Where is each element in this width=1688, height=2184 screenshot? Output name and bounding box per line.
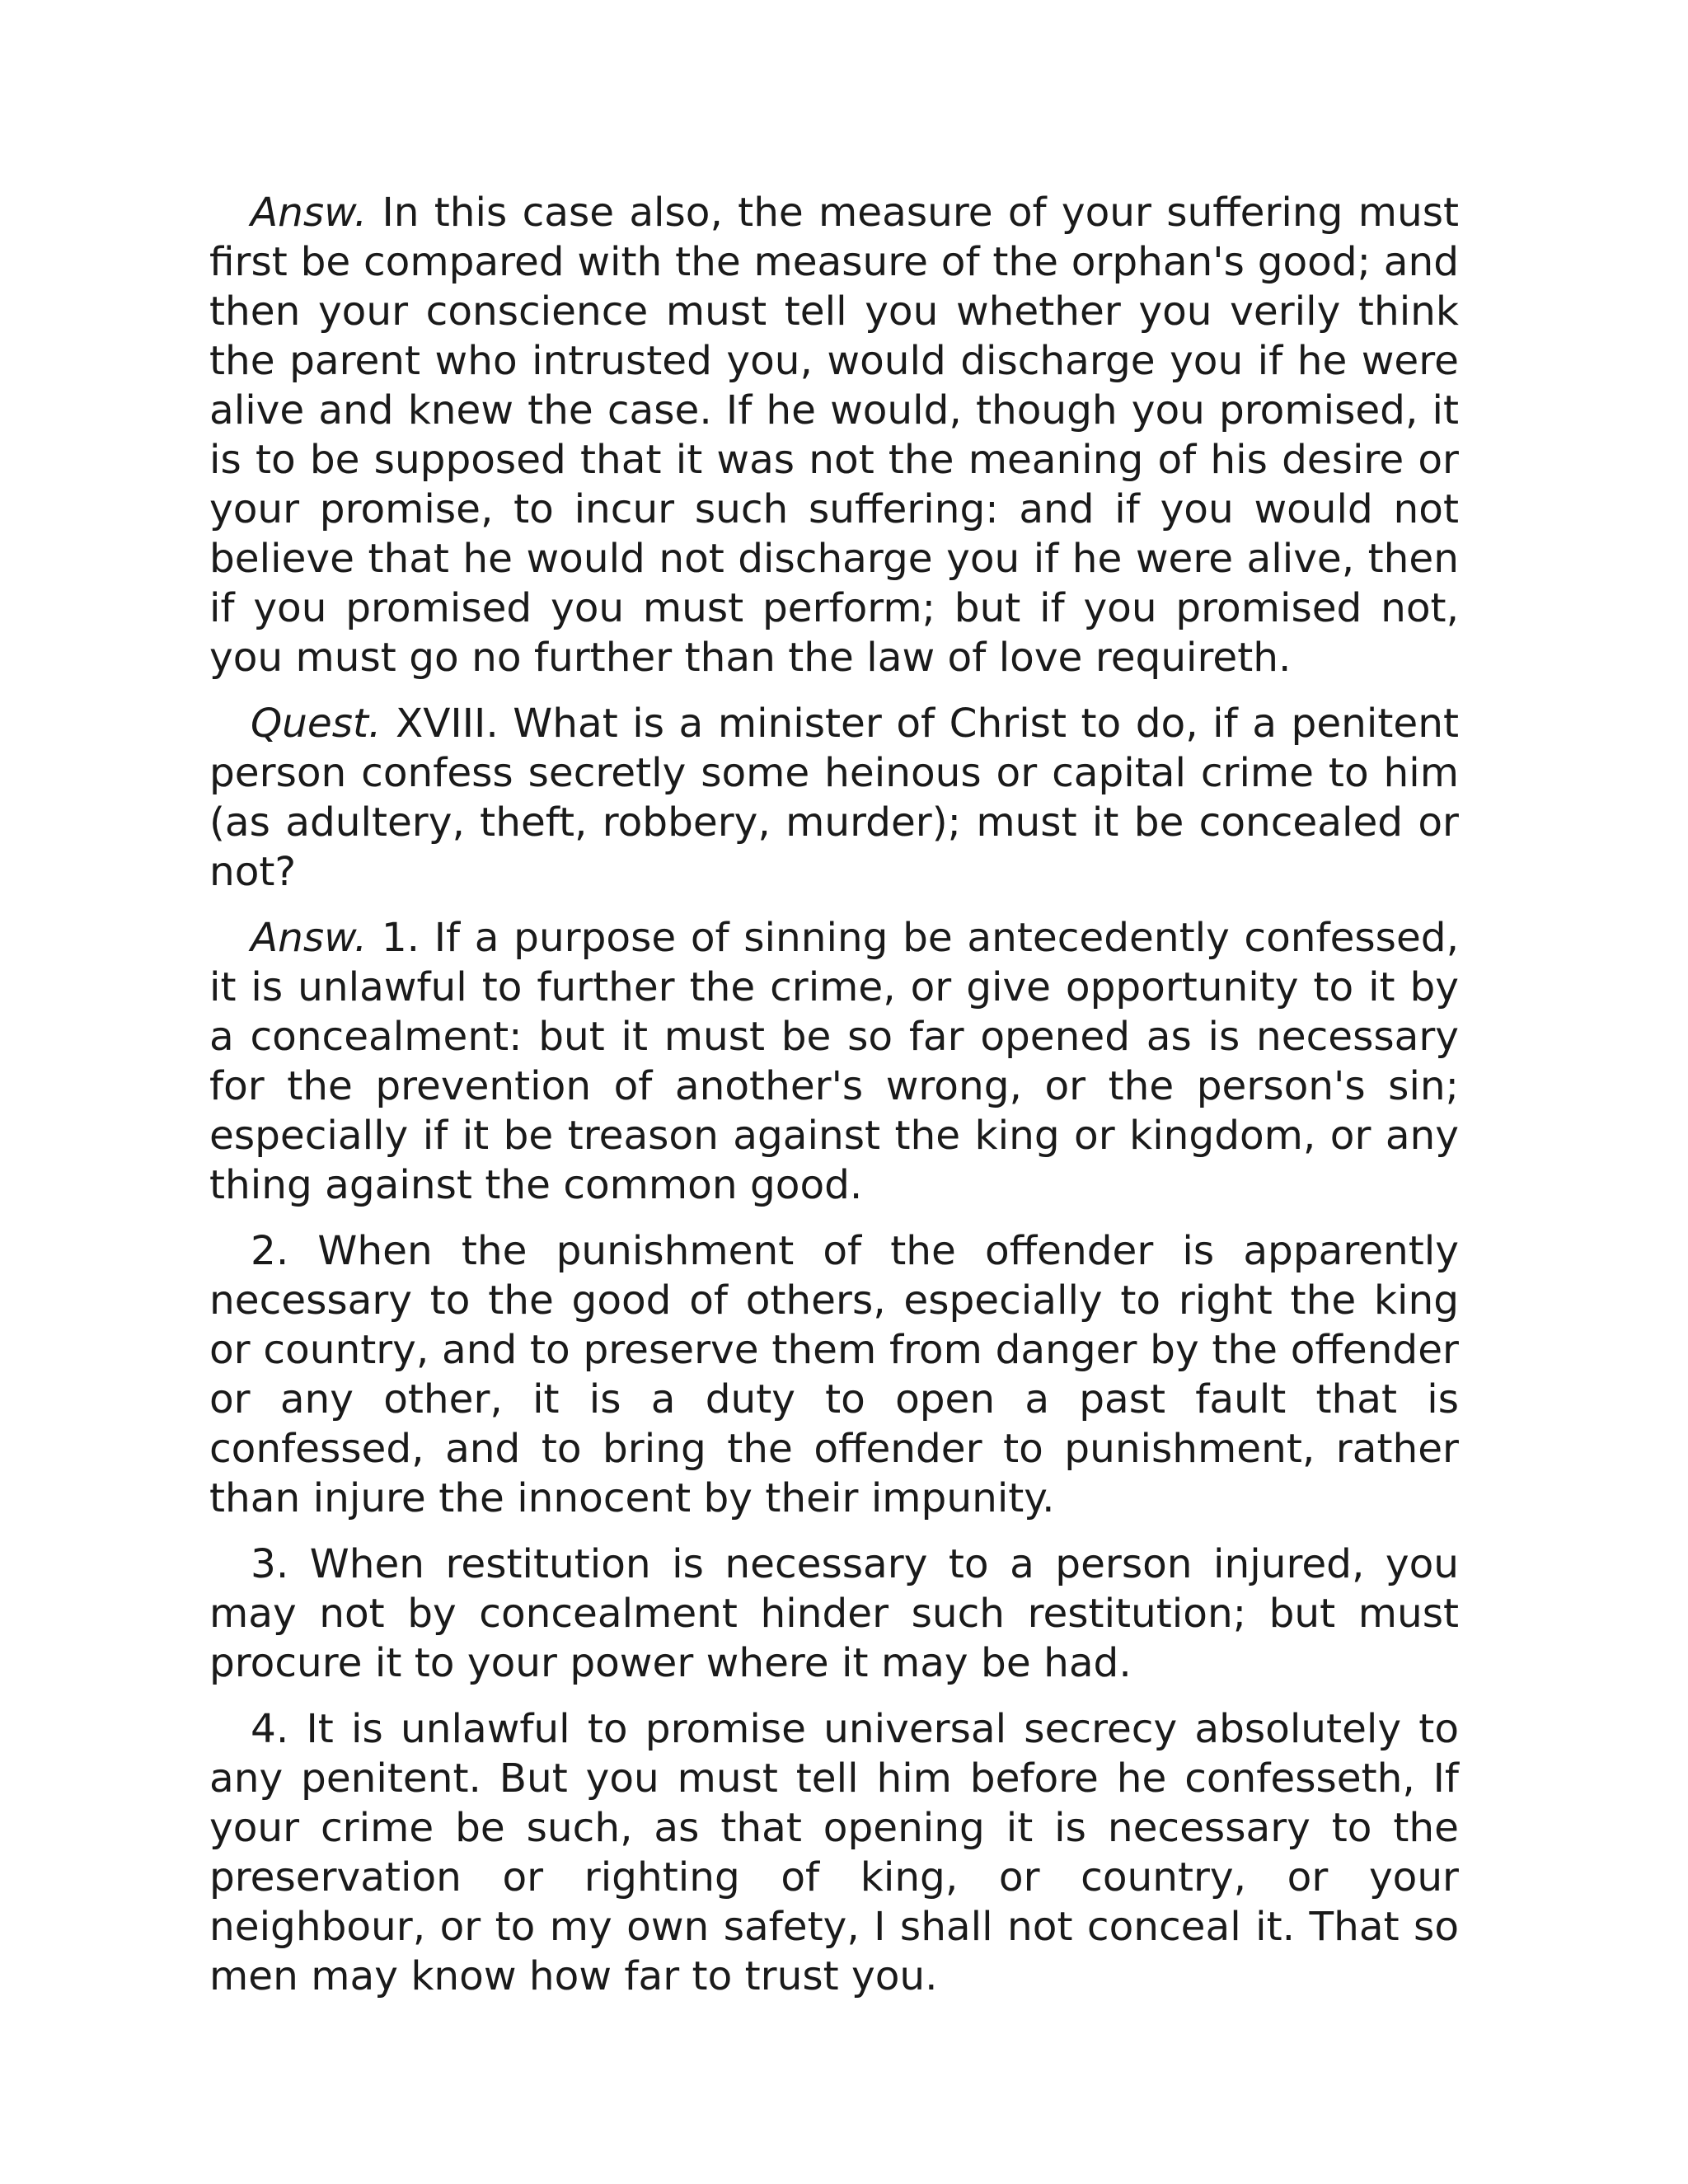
paragraph-text: In this case also, the measure of your suffering must first be compared with the measure of the orphan's good; and then your conscience must tell you whether you verily think the parent who intrusted you, would discharge you if he were alive and knew the case. If he would, though you promised, it is to be supposed that it was not the meaning of his desire or your promise, to incur such suffering: and if you would not believe that he would not discharge you if he were alive, then if you promised you must perform; but if you promised not, you must go no further than the law of love requireth. [209, 190, 1459, 681]
paragraph-point-3 [209, 1540, 1459, 1688]
paragraph-point-4 [209, 1704, 1459, 2001]
paragraph-text: 2. When the punishment of the offender is apparently necessary to the good of others, especially to right the king or country, and to preserve them from danger by the offender or any other, it is a duty to open a past fault that is confessed, and to bring the offender to punishment, rather than injure the innocent by their impunity. [209, 1228, 1459, 1521]
question-lead: Quest. [251, 701, 382, 747]
paragraph-text: XVIII. What is a minister of Christ to do, if a penitent person confess secretly some heinous or capital crime to him (as adultery, theft, robbery, murder); must it be concealed or not? [209, 701, 1459, 895]
paragraph-point-2 [209, 1226, 1459, 1523]
paragraph-text: 1. If a purpose of sinning be antecedently confessed, it is unlawful to further the crime, or give opportunity to it by a concealment: but it must be so far opened as is necessary for the prevention of another's wrong, or the person's sin; especially if it be treason against the king or kingdom, or any thing against the common good. [209, 915, 1459, 1208]
paragraph-text: 4. It is unlawful to promise universal secrecy absolutely to any penitent. But you must tell him before he confesseth, If your crime be such, as that opening it is necessary to the preservation or righting of king, or country, or your neighbour, or to my own safety, I shall not conceal it. That so men may know how far to trust you. [209, 1706, 1459, 1999]
answer-lead: Answ. [251, 190, 368, 236]
paragraph-question-xviii [209, 699, 1459, 897]
paragraph-text: 3. When restitution is necessary to a person injured, you may not by concealment hinder such restitution; but must procure it to your power where it may be had. [209, 1541, 1459, 1686]
answer-lead: Answ. [251, 915, 368, 961]
document-page [209, 188, 1459, 2018]
paragraph-answer-point-1 [209, 913, 1459, 1210]
paragraph-answer-orphan [209, 188, 1459, 682]
